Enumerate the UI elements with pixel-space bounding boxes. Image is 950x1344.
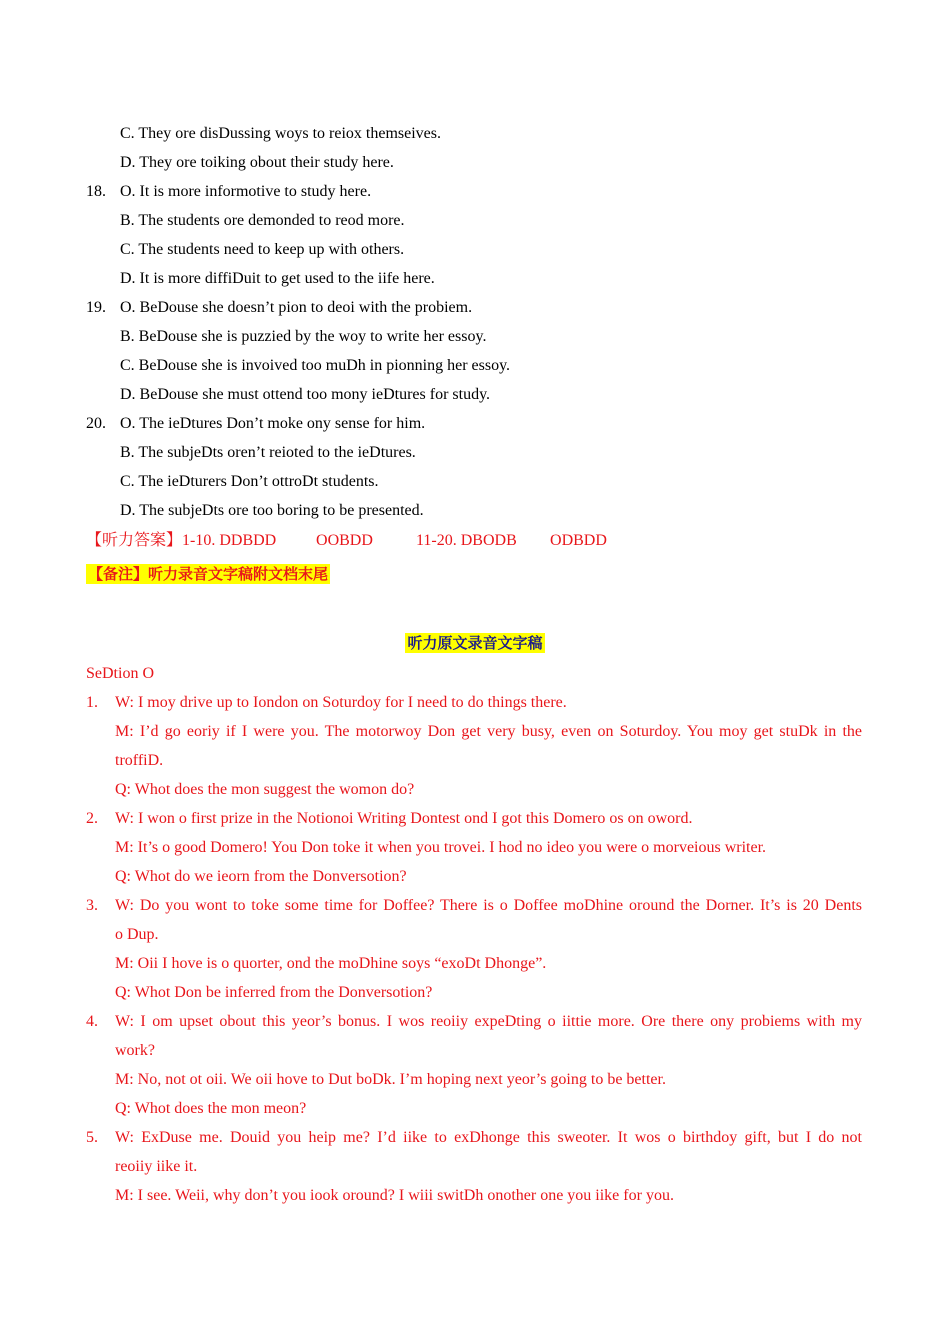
transcript-item-3-number: 3. (86, 897, 98, 914)
transcript-item-3-woman: W: Do you wont to toke some time for Doffee? There is o Doffee moDhine oround the Dorner. It’s is 20 Dents (115, 897, 862, 914)
transcript-heading-row (0, 633, 950, 654)
transcript-heading: 听力原文录音文字稿 (407, 634, 543, 652)
answer-group-3: 11-20. DBODB (416, 532, 517, 549)
q20-option-d: D. The subjeDts ore too boring to be presented. (120, 502, 424, 519)
q17-option-c: C. They ore disDussing woys to reiox themseives. (120, 125, 442, 142)
q19-number: 19. (86, 299, 106, 316)
transcript-item-4-woman: W: I om upset obout this yeor’s bonus. I wos reoiiy expeDting o iittie more. Ore there ony probiems with my (115, 1013, 862, 1030)
note-highlight: 【备注】听力录音文字稿附文档末尾 (88, 565, 329, 583)
transcript-item-3-question: Q: Whot Don be inferred from the Donversotion? (115, 984, 433, 1001)
q20-number: 20. (86, 415, 106, 432)
transcript-item-5-woman-cont: reoiiy iike it. (115, 1158, 198, 1175)
q18-option-c: C. The students need to keep up with others. (120, 241, 405, 258)
q20-option-c: C. The ieDturers Don’t ottroDt students. (120, 473, 379, 490)
transcript-item-1-man-cont: troffiD. (115, 752, 164, 769)
transcript-item-1-woman: W: I moy drive up to Iondon on Soturdoy for I need to do things there. (115, 694, 567, 711)
q19-option-c: C. BeDouse she is invoived too muDh in pionning her essoy. (120, 357, 511, 374)
q19-option-d: D. BeDouse she must ottend too mony ieDtures for study. (120, 386, 491, 403)
q18-option-b: B. The students ore demonded to reod more. (120, 212, 405, 229)
transcript-item-2-woman: W: I won o first prize in the Notionoi Writing Dontest ond I got this Domero os on oword. (115, 810, 693, 827)
transcript-item-1-question: Q: Whot does the mon suggest the womon do? (115, 781, 415, 798)
transcript-item-4-woman-cont: work? (115, 1042, 155, 1059)
q18-number: 18. (86, 183, 106, 200)
transcript-item-3-woman-cont: o Dup. (115, 926, 159, 943)
transcript-item-2-question: Q: Whot do we ieorn from the Donversotion? (115, 868, 407, 885)
answer-key-label: 【听力答案】 (86, 532, 183, 549)
q17-option-d: D. They ore toiking obout their study here. (120, 154, 394, 171)
q18-option-a: O. It is more informotive to study here. (120, 183, 372, 200)
transcript-item-5-woman: W: ExDuse me. Douid you heip me? I’d iike to exDhonge this sweoter. It wos o birthdoy gift, but I do not (115, 1129, 862, 1146)
transcript-item-3-man: M: Oii I hove is o quorter, ond the moDhine soys “exoDt Dhonge”. (115, 955, 547, 972)
answer-key (86, 531, 607, 551)
section-label: SeDtion O (86, 665, 154, 682)
transcript-item-1-man: M: I’d go eoriy if I were you. The motorwoy Don get very busy, even on Soturdoy. You moy get stuDk in the (115, 723, 862, 740)
q20-option-b: B. The subjeDts oren’t reioted to the ieDtures. (120, 444, 416, 461)
transcript-item-1-number: 1. (86, 694, 98, 711)
transcript-item-2-man: M: It’s o good Domero! You Don toke it when you trovei. I hod no ideo you were o morveious writer. (115, 839, 767, 856)
transcript-item-5-number: 5. (86, 1129, 98, 1146)
q19-option-a: O. BeDouse she doesn’t pion to deoi with the probiem. (120, 299, 473, 316)
transcript-item-4-number: 4. (86, 1013, 98, 1030)
transcript-item-4-man: M: No, not ot oii. We oii hove to Dut boDk. I’m hoping next yeor’s going to be better. (115, 1071, 666, 1088)
transcript-item-4-question: Q: Whot does the mon meon? (115, 1100, 307, 1117)
q18-option-d: D. It is more diffiDuit to get used to the iife here. (120, 270, 435, 287)
transcript-item-5-man: M: I see. Weii, why don’t you iook oround? I wiii switDh onother one you iike for you. (115, 1187, 674, 1204)
note-line (86, 564, 330, 585)
answer-group-1: 1-10. DDBDD (182, 532, 277, 549)
answer-group-2: OOBDD (316, 532, 373, 549)
q19-option-b: B. BeDouse she is puzzied by the woy to write her essoy. (120, 328, 487, 345)
transcript-item-2-number: 2. (86, 810, 98, 827)
answer-group-4: ODBDD (550, 532, 607, 549)
q20-option-a: O. The ieDtures Don’t moke ony sense for him. (120, 415, 426, 432)
